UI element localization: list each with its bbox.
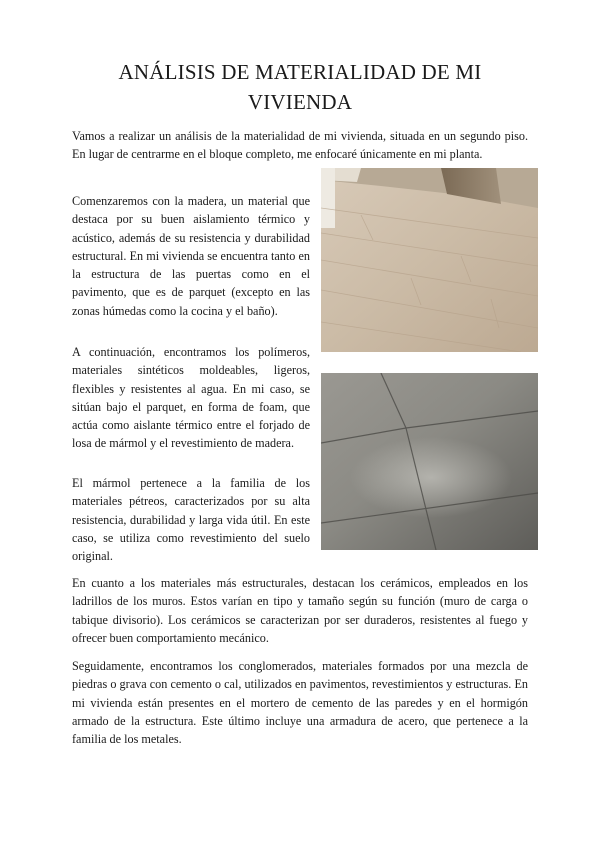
paragraph-conglomerados: Seguidamente, encontramos los conglomerados, materiales formados por una mezcla de piedras o grava con cemento o cal, utilizados en pavimentos, revestimientos y estructuras. En mi vivienda están presentes en el mortero de cemento de las paredes y en el hormigón armado de la estructura. Este último incluye una armadura de acero, que pertenece a la familia de los metales. <box>72 659 528 747</box>
paragraph-madera: Comenzaremos con la madera, un material que destaca por su buen aislamiento térmico y acústico, además de su resistencia y durabilidad estructural. En mi vivienda se encuentra tanto en la estructura de las puertas como en el pavimento, que es de parquet (excepto en las zonas húmedas como la cocina y el baño). <box>72 194 310 318</box>
paragraph-marmol: El mármol pertenece a la familia de los materiales pétreos, caracterizados por su alta resistencia, durabilidad y larga vida útil. En este caso, se utiliza como revestimiento del suelo original. <box>72 476 310 564</box>
paragraph-intro: Vamos a realizar un análisis de la materialidad de mi vivienda, situada en un segundo piso. En lugar de centrarme en el bloque completo, me enfocaré únicamente en mi planta. <box>72 129 528 162</box>
marble-floor-illustration <box>321 373 538 550</box>
paragraph-polimeros: A continuación, encontramos los polímeros, materiales sintéticos moldeables, ligeros, flexibles y resistentes al agua. En mi caso, se sitúan bajo el parquet, en forma de foam, que actúa como aislante térmico entre el forjado de losa de mármol y el revestimiento de madera. <box>72 345 310 451</box>
parquet-floor-photo <box>321 168 538 352</box>
parquet-floor-illustration <box>321 168 538 352</box>
page-title: ANÁLISIS DE MATERIALIDAD DE MI VIVIENDA <box>118 60 482 114</box>
paragraph-ceramicos: En cuanto a los materiales más estructurales, destacan los cerámicos, empleados en los ladrillos de los muros. Estos varían en tipo y tamaño según su función (muro de carga o tabique divisorio). Los cerámicos se caracterizan por ser duraderos, resistentes al fuego y ofrecer buen comportamiento mecánico. <box>72 576 528 645</box>
marble-floor-photo <box>321 373 538 550</box>
